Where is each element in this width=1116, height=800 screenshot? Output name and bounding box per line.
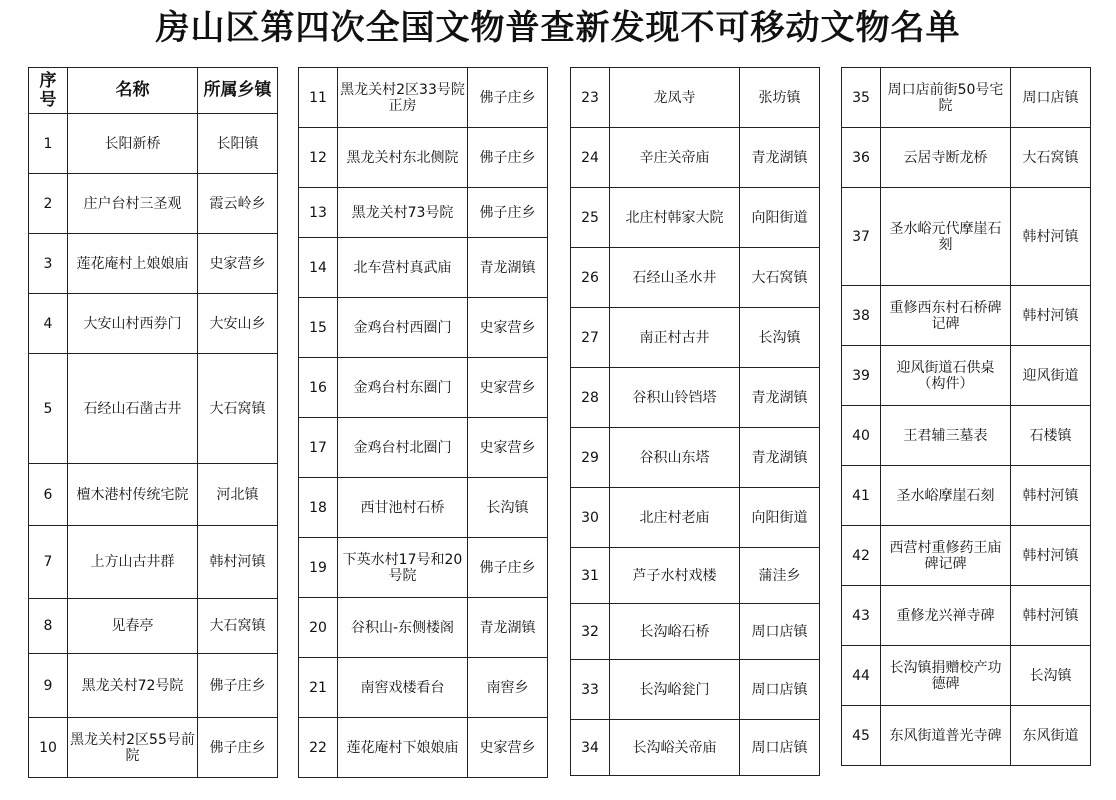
row-name: 黑龙关村73号院 — [338, 188, 468, 238]
row-name: 南窖戏楼看台 — [338, 658, 468, 718]
table-row — [299, 298, 548, 358]
row-name: 西甘池村石桥 — [338, 478, 468, 538]
row-no: 41 — [842, 466, 881, 526]
row-name: 黑龙关村72号院 — [68, 654, 198, 718]
relic-table-1 — [28, 67, 278, 778]
row-name: 石经山石凿古井 — [68, 354, 198, 464]
row-town: 大石窝镇 — [198, 599, 278, 654]
list-table-block-2 — [298, 67, 548, 778]
table-row — [842, 526, 1091, 586]
header-town: 所属乡镇 — [198, 68, 278, 114]
table-row — [299, 358, 548, 418]
row-town: 周口店镇 — [740, 720, 820, 776]
row-no: 17 — [299, 418, 338, 478]
row-no: 8 — [29, 599, 68, 654]
row-town: 迎风街道 — [1011, 346, 1091, 406]
row-name: 见春亭 — [68, 599, 198, 654]
row-town: 长沟镇 — [740, 308, 820, 368]
row-name: 西营村重修药王庙碑记碑 — [881, 526, 1011, 586]
row-town: 周口店镇 — [740, 660, 820, 720]
row-no: 37 — [842, 188, 881, 286]
table-row — [299, 238, 548, 298]
row-town: 韩村河镇 — [1011, 526, 1091, 586]
table-header-row — [29, 68, 278, 114]
table-row — [29, 354, 278, 464]
table-row — [842, 646, 1091, 706]
row-no: 22 — [299, 718, 338, 778]
row-no: 28 — [571, 368, 610, 428]
relic-table-2 — [298, 67, 548, 778]
row-town: 霞云岭乡 — [198, 174, 278, 234]
row-town: 佛子庄乡 — [198, 654, 278, 718]
row-town: 佛子庄乡 — [468, 538, 548, 598]
table-row — [842, 466, 1091, 526]
row-town: 周口店镇 — [1011, 68, 1091, 128]
row-no: 5 — [29, 354, 68, 464]
table-row — [29, 718, 278, 778]
row-no: 18 — [299, 478, 338, 538]
row-town: 蒲洼乡 — [740, 548, 820, 604]
row-name: 大安山村西券门 — [68, 294, 198, 354]
table-row — [571, 248, 820, 308]
table-row — [842, 706, 1091, 766]
row-no: 1 — [29, 114, 68, 174]
table-row — [842, 128, 1091, 188]
table-row — [299, 418, 548, 478]
table-row — [29, 654, 278, 718]
table-row — [29, 526, 278, 599]
row-town: 韩村河镇 — [198, 526, 278, 599]
row-town: 向阳街道 — [740, 488, 820, 548]
row-town: 青龙湖镇 — [740, 368, 820, 428]
table-row — [571, 720, 820, 776]
row-no: 7 — [29, 526, 68, 599]
row-no: 45 — [842, 706, 881, 766]
row-no: 20 — [299, 598, 338, 658]
row-town: 向阳街道 — [740, 188, 820, 248]
row-town: 大石窝镇 — [1011, 128, 1091, 188]
row-no: 44 — [842, 646, 881, 706]
table-row — [842, 188, 1091, 286]
table-row — [571, 68, 820, 128]
row-town: 长阳镇 — [198, 114, 278, 174]
table-row — [571, 660, 820, 720]
table-row — [299, 598, 548, 658]
row-name: 上方山古井群 — [68, 526, 198, 599]
row-name: 北庄村韩家大院 — [610, 188, 740, 248]
row-no: 24 — [571, 128, 610, 188]
row-no: 36 — [842, 128, 881, 188]
row-town: 史家营乡 — [468, 358, 548, 418]
row-name: 迎风街道石供桌（构件） — [881, 346, 1011, 406]
row-town: 石楼镇 — [1011, 406, 1091, 466]
table-row — [571, 548, 820, 604]
row-no: 27 — [571, 308, 610, 368]
row-no: 12 — [299, 128, 338, 188]
row-name: 檀木港村传统宅院 — [68, 464, 198, 526]
row-no: 33 — [571, 660, 610, 720]
row-no: 31 — [571, 548, 610, 604]
row-no: 11 — [299, 68, 338, 128]
row-name: 黑龙关村2区33号院正房 — [338, 68, 468, 128]
row-no: 15 — [299, 298, 338, 358]
row-town: 史家营乡 — [468, 718, 548, 778]
table-row — [842, 406, 1091, 466]
row-name: 长沟峪石桥 — [610, 604, 740, 660]
row-no: 40 — [842, 406, 881, 466]
row-town: 韩村河镇 — [1011, 188, 1091, 286]
row-no: 2 — [29, 174, 68, 234]
table-row — [299, 658, 548, 718]
row-town: 佛子庄乡 — [468, 68, 548, 128]
row-name: 云居寺断龙桥 — [881, 128, 1011, 188]
row-town: 史家营乡 — [198, 234, 278, 294]
row-name: 芦子水村戏楼 — [610, 548, 740, 604]
row-no: 39 — [842, 346, 881, 406]
row-no: 43 — [842, 586, 881, 646]
row-name: 黑龙关村2区55号前院 — [68, 718, 198, 778]
row-no: 16 — [299, 358, 338, 418]
row-no: 42 — [842, 526, 881, 586]
table-row — [29, 174, 278, 234]
row-town: 大石窝镇 — [198, 354, 278, 464]
row-town: 长沟镇 — [468, 478, 548, 538]
row-no: 14 — [299, 238, 338, 298]
row-name: 南正村古井 — [610, 308, 740, 368]
table-row — [299, 478, 548, 538]
row-no: 26 — [571, 248, 610, 308]
row-name: 长沟峪瓮门 — [610, 660, 740, 720]
row-name: 谷积山-东侧楼阁 — [338, 598, 468, 658]
table-row — [299, 538, 548, 598]
header-no: 序号 — [29, 68, 68, 114]
row-name: 谷积山东塔 — [610, 428, 740, 488]
row-name: 庄户台村三圣观 — [68, 174, 198, 234]
row-name: 长沟镇捐赠校产功德碑 — [881, 646, 1011, 706]
row-name: 辛庄关帝庙 — [610, 128, 740, 188]
row-name: 黑龙关村东北侧院 — [338, 128, 468, 188]
relic-table-4 — [841, 67, 1091, 766]
table-row — [299, 188, 548, 238]
row-town: 青龙湖镇 — [468, 598, 548, 658]
row-town: 大石窝镇 — [740, 248, 820, 308]
table-row — [29, 294, 278, 354]
table-row — [842, 346, 1091, 406]
row-name: 莲花庵村下娘娘庙 — [338, 718, 468, 778]
row-town: 东风街道 — [1011, 706, 1091, 766]
row-no: 13 — [299, 188, 338, 238]
row-name: 北庄村老庙 — [610, 488, 740, 548]
row-name: 圣水峪元代摩崖石刻 — [881, 188, 1011, 286]
table-row — [842, 68, 1091, 128]
table-row — [571, 188, 820, 248]
row-town: 青龙湖镇 — [740, 428, 820, 488]
row-town: 张坊镇 — [740, 68, 820, 128]
row-name: 长阳新桥 — [68, 114, 198, 174]
row-town: 韩村河镇 — [1011, 586, 1091, 646]
row-name: 长沟峪关帝庙 — [610, 720, 740, 776]
row-town: 韩村河镇 — [1011, 286, 1091, 346]
table-row — [299, 128, 548, 188]
table-row — [571, 128, 820, 188]
table-row — [29, 234, 278, 294]
table-row — [571, 308, 820, 368]
row-no: 4 — [29, 294, 68, 354]
table-row — [299, 68, 548, 128]
row-name: 王君辅三墓表 — [881, 406, 1011, 466]
row-no: 30 — [571, 488, 610, 548]
row-name: 周口店前街50号宅院 — [881, 68, 1011, 128]
table-row — [29, 114, 278, 174]
table-row — [29, 599, 278, 654]
row-name: 北车营村真武庙 — [338, 238, 468, 298]
row-town: 长沟镇 — [1011, 646, 1091, 706]
row-town: 韩村河镇 — [1011, 466, 1091, 526]
row-no: 23 — [571, 68, 610, 128]
row-town: 周口店镇 — [740, 604, 820, 660]
row-name: 金鸡台村西圈门 — [338, 298, 468, 358]
relic-table-3 — [570, 67, 820, 776]
row-no: 25 — [571, 188, 610, 248]
row-name: 石经山圣水井 — [610, 248, 740, 308]
row-town: 青龙湖镇 — [740, 128, 820, 188]
row-no: 6 — [29, 464, 68, 526]
table-row — [571, 428, 820, 488]
list-table-block-4 — [841, 67, 1091, 766]
page-title: 房山区第四次全国文物普查新发现不可移动文物名单 — [155, 8, 961, 48]
row-name: 东风街道普光寺碑 — [881, 706, 1011, 766]
header-name: 名称 — [68, 68, 198, 114]
row-town: 史家营乡 — [468, 298, 548, 358]
row-no: 21 — [299, 658, 338, 718]
row-name: 金鸡台村东圈门 — [338, 358, 468, 418]
table-row — [571, 488, 820, 548]
row-name: 莲花庵村上娘娘庙 — [68, 234, 198, 294]
table-row — [29, 464, 278, 526]
row-no: 9 — [29, 654, 68, 718]
row-name: 重修西东村石桥碑记碑 — [881, 286, 1011, 346]
table-row — [571, 368, 820, 428]
row-no: 38 — [842, 286, 881, 346]
row-no: 35 — [842, 68, 881, 128]
list-table-block-3 — [570, 67, 820, 776]
row-name: 圣水峪摩崖石刻 — [881, 466, 1011, 526]
row-town: 大安山乡 — [198, 294, 278, 354]
row-name: 金鸡台村北圈门 — [338, 418, 468, 478]
row-town: 南窖乡 — [468, 658, 548, 718]
table-row — [842, 586, 1091, 646]
row-town: 佛子庄乡 — [468, 128, 548, 188]
row-no: 29 — [571, 428, 610, 488]
row-name: 重修龙兴禅寺碑 — [881, 586, 1011, 646]
row-town: 佛子庄乡 — [198, 718, 278, 778]
row-no: 10 — [29, 718, 68, 778]
row-town: 史家营乡 — [468, 418, 548, 478]
table-row — [299, 718, 548, 778]
row-name: 谷积山铃铛塔 — [610, 368, 740, 428]
row-name: 下英水村17号和20号院 — [338, 538, 468, 598]
row-town: 佛子庄乡 — [468, 188, 548, 238]
row-no: 3 — [29, 234, 68, 294]
list-table-block-1 — [28, 67, 278, 778]
table-row — [571, 604, 820, 660]
row-no: 19 — [299, 538, 338, 598]
row-no: 32 — [571, 604, 610, 660]
row-town: 河北镇 — [198, 464, 278, 526]
row-name: 龙凤寺 — [610, 68, 740, 128]
table-row — [842, 286, 1091, 346]
row-town: 青龙湖镇 — [468, 238, 548, 298]
row-no: 34 — [571, 720, 610, 776]
